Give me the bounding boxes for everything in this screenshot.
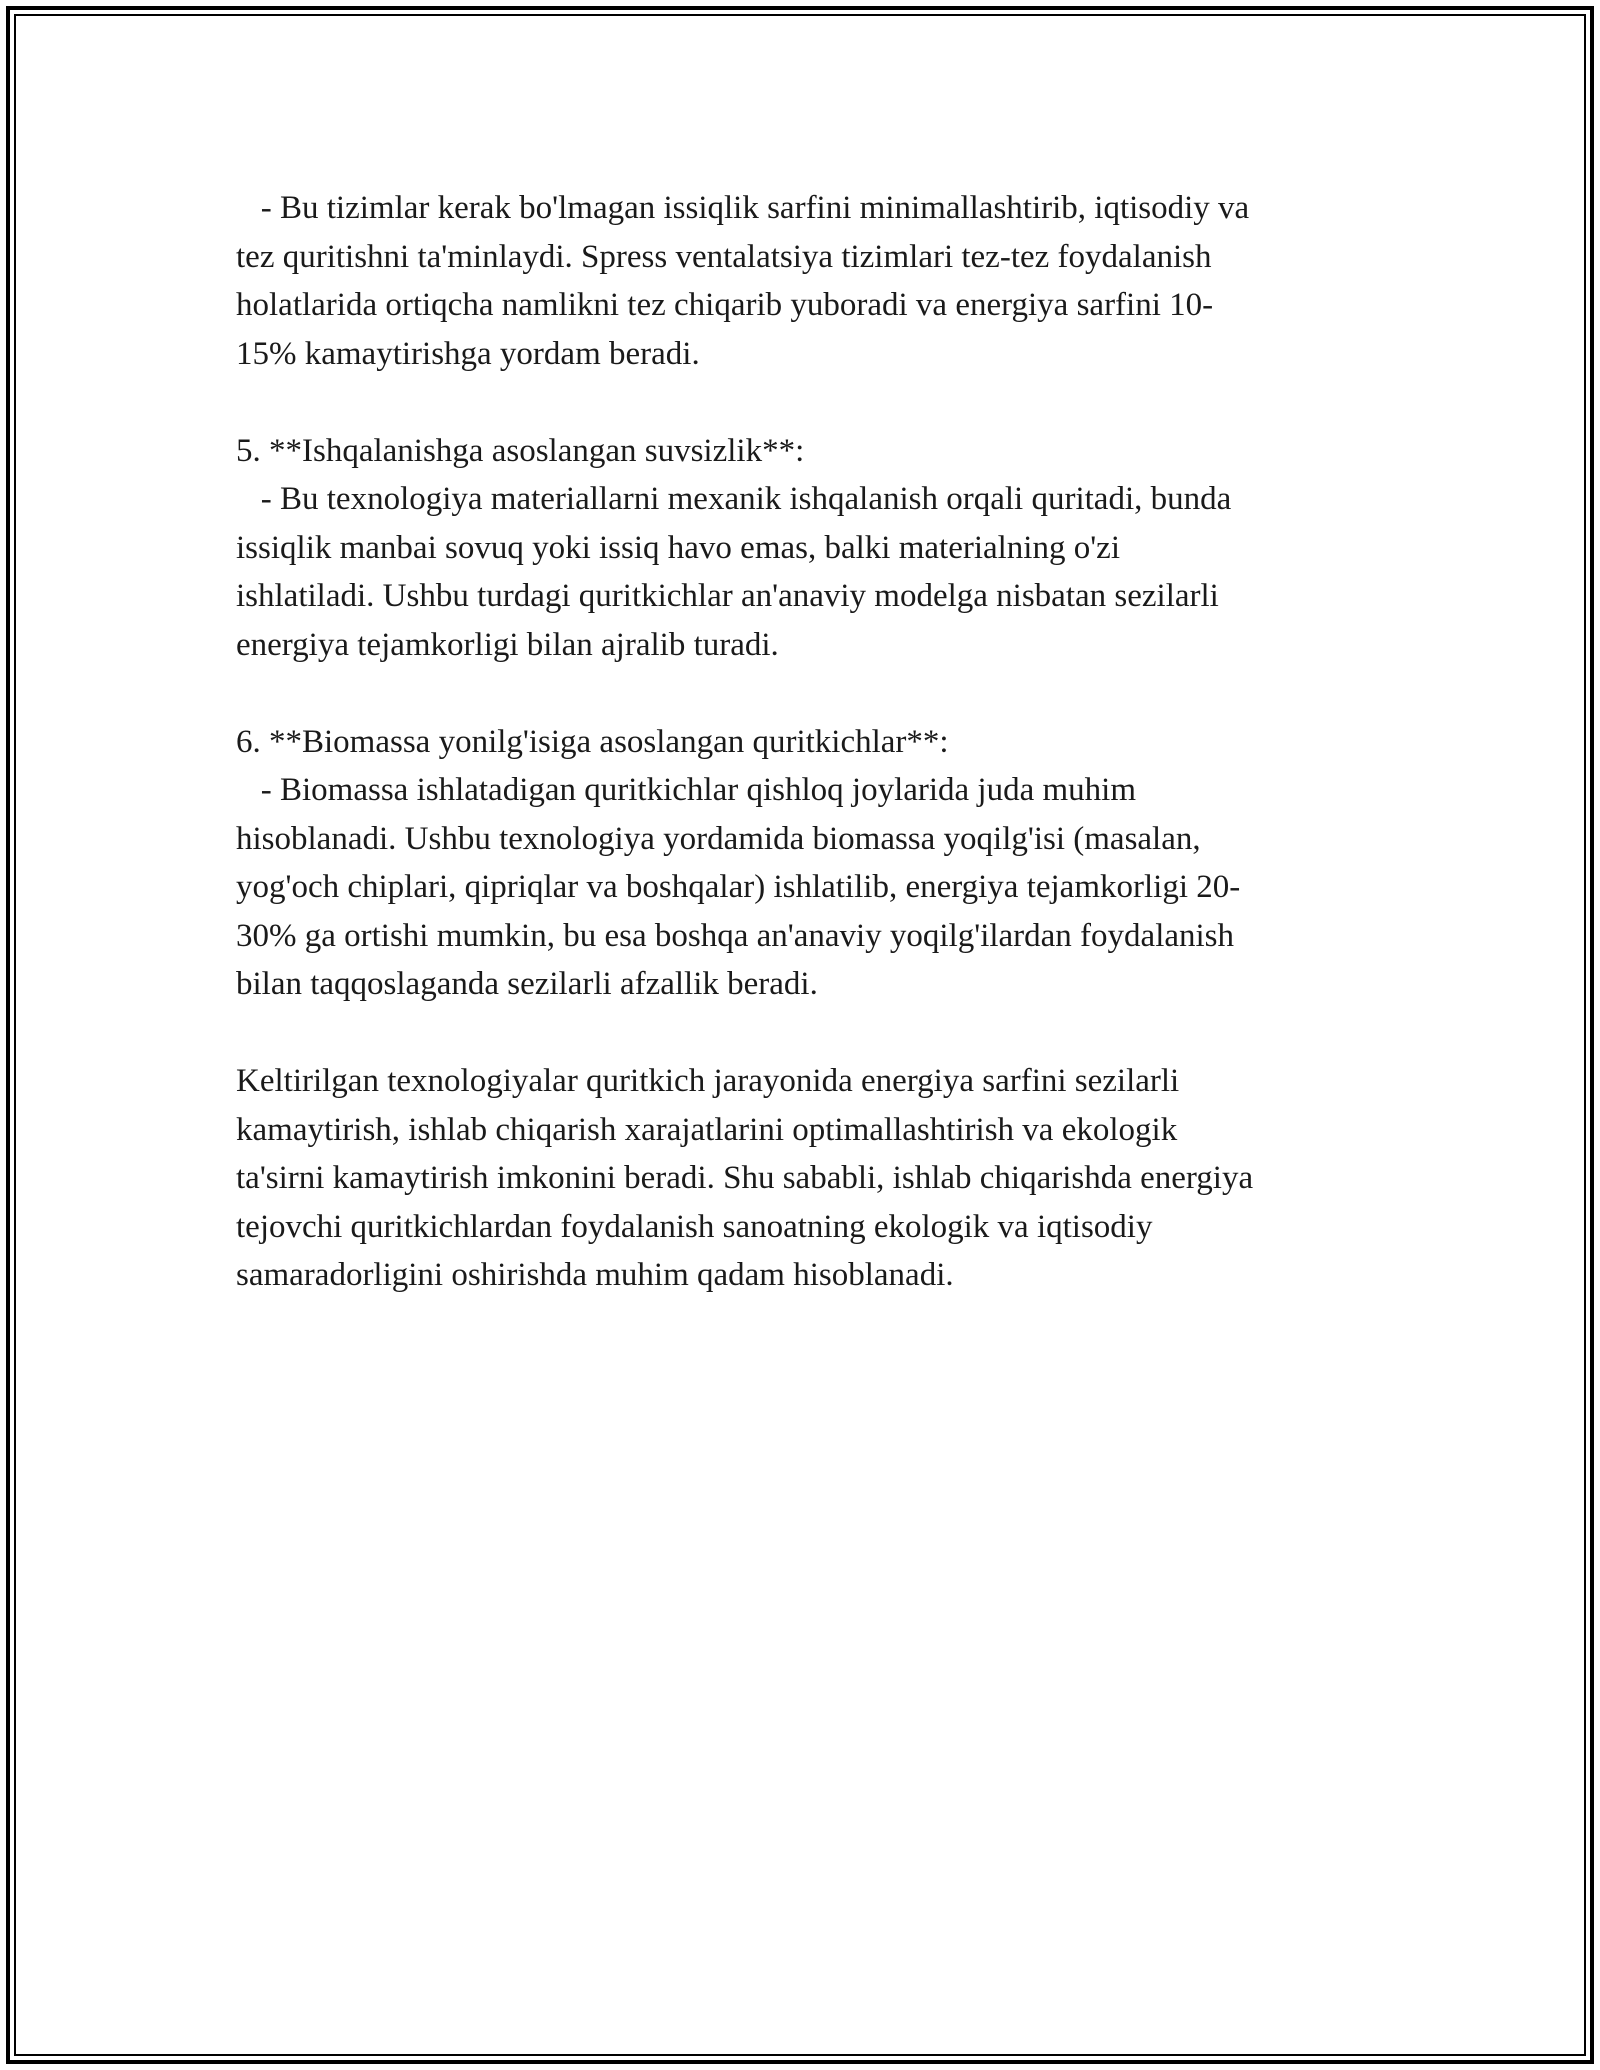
text-line: Keltirilgan texnologiyalar quritkich jarayonida energiya sarfini sezilarli [236, 1063, 1180, 1099]
text-line: tejovchi quritkichlardan foydalanish sanoatning ekologik va iqtisodiy [236, 1208, 1153, 1245]
text-line: kamaytirish, ishlab chiqarish xarajatlarini optimallashtirish va ekologik [236, 1111, 1178, 1148]
text-line: bilan taqqoslaganda sezilarli afzallik beradi. [236, 966, 818, 1002]
text-line: holatlarida ortiqcha namlikni tez chiqarib yuboradi va energiya sarfini 10- [236, 287, 1214, 323]
text-line: - Bu tizimlar kerak bo'lmagan issiqlik sarfini minimallashtirib, iqtisodiy va [236, 190, 1250, 226]
text-line: samaradorligini oshirishda muhim qadam hisoblanadi. [236, 1257, 954, 1293]
text-line: yog'och chiplari, qipriqlar va boshqalar) ishlatilib, energiya tejamkorligi 20- [236, 869, 1241, 905]
paragraph-gap [236, 1009, 1376, 1058]
section-heading: 6. **Biomassa yonilg'isiga asoslangan quritkichlar**: [236, 723, 949, 760]
text-line: ta'sirni kamaytirish imkonini beradi. Shu sababli, ishlab chiqarishda energiya [236, 1160, 1254, 1196]
paragraph-gap [236, 669, 1376, 718]
document-body [236, 184, 1376, 1300]
text-line: ishlatiladi. Ushbu turdagi quritkichlar an'anaviy modelga nisbatan sezilarli [236, 578, 1219, 614]
text-line: issiqlik manbai sovuq yoki issiq havo emas, balki materialning o'zi [236, 529, 1120, 566]
text-line: energiya tejamkorligi bilan ajralib turadi. [236, 626, 779, 663]
section-heading: 5. **Ishqalanishga asoslangan suvsizlik**: [236, 432, 805, 469]
text-line: 30% ga ortishi mumkin, bu esa boshqa an'anaviy yoqilg'ilardan foydalanish [236, 917, 1235, 954]
text-line: - Bu texnologiya materiallarni mexanik ishqalanish orqali quritadi, bunda [236, 481, 1232, 517]
text-line: tez quritishni ta'minlaydi. Spress ventalatsiya tizimlari tez-tez foydalanish [236, 238, 1212, 275]
text-line: 15% kamaytirishga yordam beradi. [236, 335, 700, 372]
text-line: - Biomassa ishlatadigan quritkichlar qishloq joylarida juda muhim [236, 772, 1137, 808]
paragraph-gap [236, 378, 1376, 427]
text-line: hisoblanadi. Ushbu texnologiya yordamida biomassa yoqilg'isi (masalan, [236, 820, 1201, 857]
